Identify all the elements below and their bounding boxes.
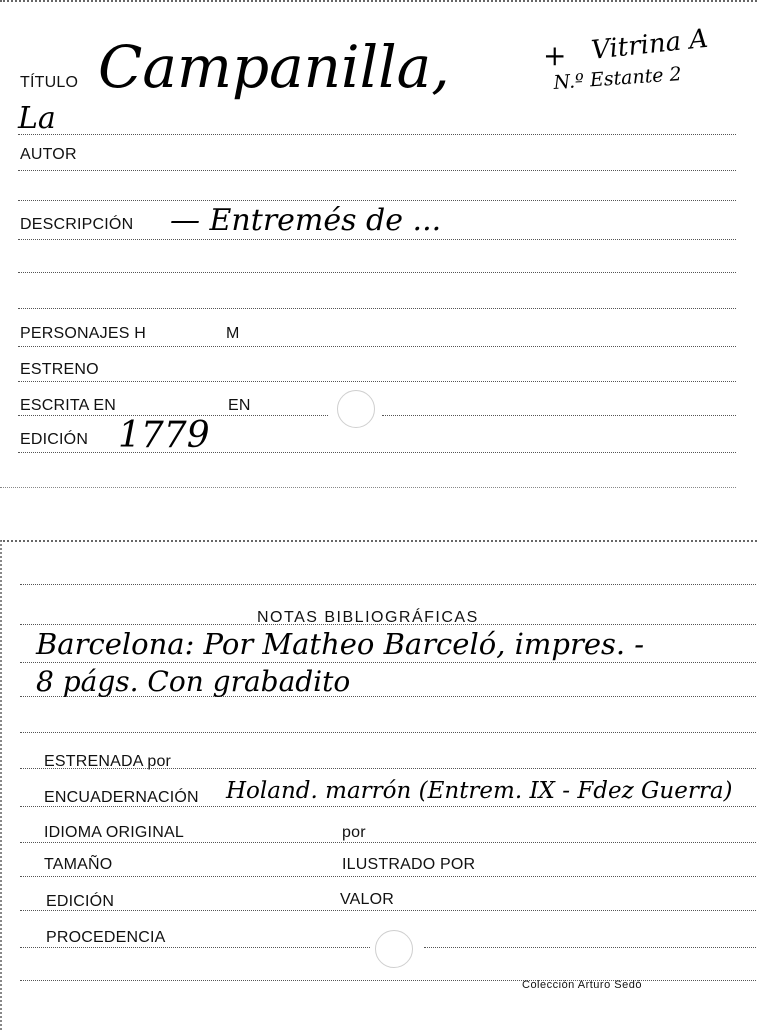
edicion-label: EDICIÓN — [20, 431, 89, 448]
escrita-en-label: ESCRITA EN — [20, 397, 116, 414]
idioma-por-label: por — [342, 824, 366, 841]
rule-line — [20, 584, 756, 585]
handwritten-location-number: N.º Estante 2 — [552, 63, 683, 94]
rule-line — [20, 842, 756, 843]
escrita-en-place-label: EN — [228, 397, 251, 414]
handwritten-title-article: La — [18, 101, 56, 136]
tamano-label: TAMAÑO — [44, 856, 113, 873]
rule-line — [18, 170, 736, 171]
handwritten-title: Campanilla, — [98, 33, 450, 101]
rule-line — [424, 947, 756, 948]
rule-line — [18, 239, 736, 240]
rule-line — [18, 346, 736, 347]
handwritten-notes-line1: Barcelona: Por Matheo Barceló, impres. - — [36, 627, 645, 661]
descripcion-label: DESCRIPCIÓN — [20, 216, 134, 233]
rule-line — [20, 910, 756, 911]
encuadernacion-label: ENCUADERNACIÓN — [44, 789, 199, 806]
rule-line — [20, 947, 370, 948]
estrenada-por-label: ESTRENADA por — [44, 753, 172, 770]
handwritten-edition-year: 1779 — [118, 415, 210, 456]
punch-hole — [375, 930, 413, 968]
autor-label: AUTOR — [20, 146, 77, 163]
rule-line — [20, 806, 756, 807]
edicion-back-label: EDICIÓN — [46, 893, 115, 910]
personajes-h-label: PERSONAJES H — [20, 325, 146, 342]
ilustrado-por-label: ILUSTRADO POR — [342, 856, 476, 873]
collection-stamp: Colección Arturo Sedó — [522, 979, 642, 991]
rule-line — [18, 381, 736, 382]
handwritten-description: — Entremés de ... — [170, 203, 442, 238]
rule-line — [20, 732, 756, 733]
rule-line — [18, 134, 736, 135]
rule-line — [18, 272, 736, 273]
idioma-original-label: IDIOMA ORIGINAL — [44, 824, 184, 841]
handwritten-location-shelf: Vitrina A — [589, 23, 710, 66]
rule-line — [20, 662, 756, 663]
handwritten-binding: Holand. marrón (Entrem. IX - Fdez Guerra) — [226, 778, 733, 804]
valor-label: VALOR — [340, 891, 395, 908]
notas-bibliograficas-heading: NOTAS BIBLIOGRÁFICAS — [257, 609, 479, 626]
titulo-label: TÍTULO — [20, 74, 79, 91]
catalog-card-front — [0, 0, 759, 497]
rule-line — [18, 308, 736, 309]
card-bottom-edge — [0, 487, 736, 488]
estreno-label: ESTRENO — [20, 361, 99, 378]
rule-line — [20, 980, 756, 981]
punch-hole — [337, 390, 375, 428]
handwritten-notes-line2: 8 págs. Con grabadito — [36, 665, 351, 698]
catalog-card-back — [0, 540, 759, 1030]
rule-line — [18, 200, 736, 201]
rule-line — [382, 415, 736, 416]
handwritten-location-cross: + — [543, 39, 567, 72]
rule-line — [20, 876, 756, 877]
procedencia-label: PROCEDENCIA — [46, 929, 166, 946]
personajes-m-label: M — [226, 325, 240, 342]
